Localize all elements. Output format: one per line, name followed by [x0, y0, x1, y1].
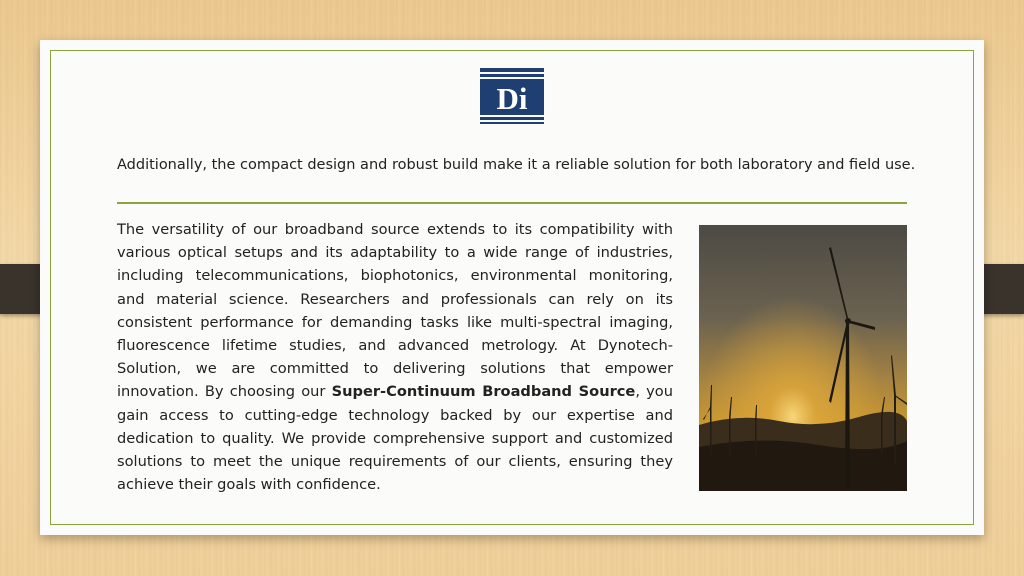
body-text-part-2: , you gain access to cutting-edge technology backed by our expertise and dedication to quality. We provide comprehensive support and customized solutions to meet the unique requirements of our clients, ensuring they achieve their goals with confidence. — [117, 383, 673, 494]
product-name-highlight: Super-Continuum Broadband Source — [331, 383, 636, 401]
intro-paragraph: Additionally, the compact design and robust build make it a reliable solution for both laboratory and field use. — [117, 157, 916, 173]
section-divider — [117, 202, 907, 204]
dynotech-logo-icon — [480, 68, 544, 124]
slide-card — [40, 40, 984, 535]
logo-text: Di — [496, 81, 528, 116]
body-text-part-1: The versatility of our broadband source extends to its compatibility with various optical setups and its adaptability to a wide range of industries, including telecommunications, biophotonics, environmental monitoring, and material science. Researchers and professionals can rely on its consistent performance for demanding tasks like multi-spectral imaging, fluorescence lifetime studies, and advanced metrology. At Dynotech-Solution, we are committed to delivering solutions that empower innovation. By choosing our — [117, 221, 673, 401]
body-paragraph — [117, 218, 673, 496]
wind-turbines-sunset-image — [699, 225, 907, 491]
